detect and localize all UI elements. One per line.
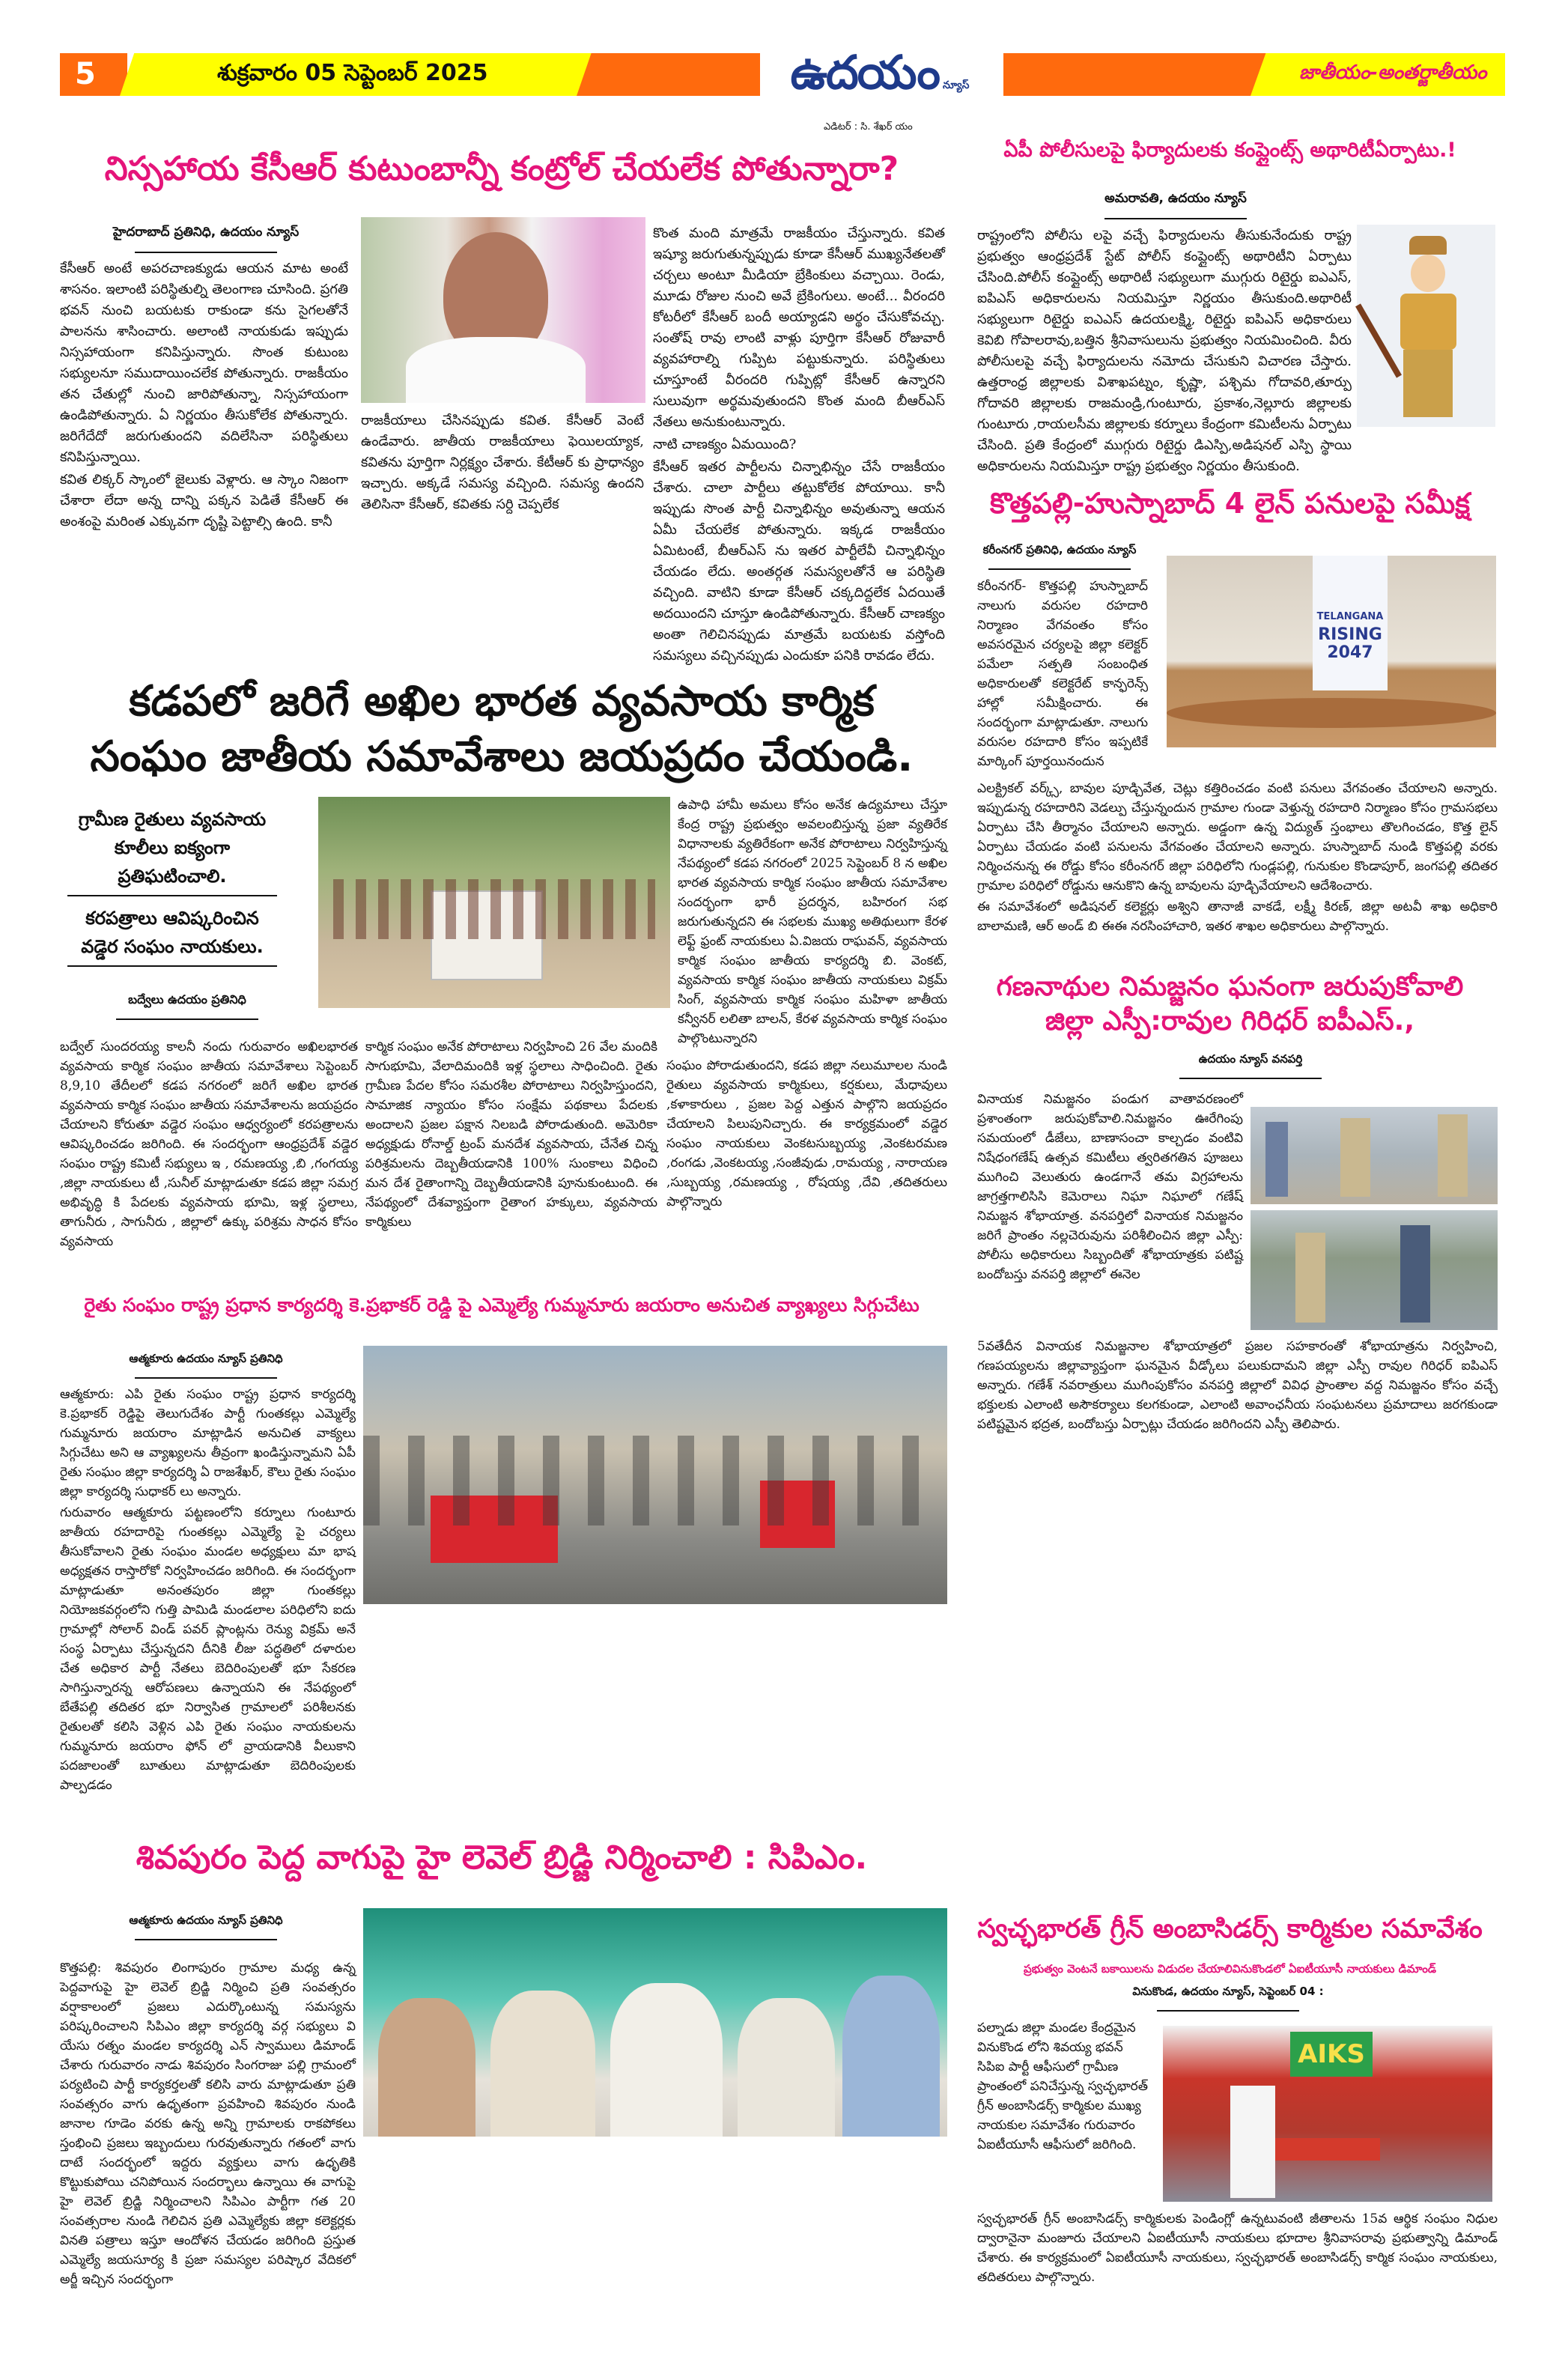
paragraph: ఆత్మకూరు: ఎపి రైతు సంఘం రాష్ట్ర ప్రధాన కార్యదర్శి కె.ప్రభాకర్ రెడ్డిపై తెలుగుదేశం పార్టీ గుంతకల్లు ఎమ్మెల్యే గుమ్మనూరు జయరాం మాట్లాడిన అనుచిత వాక్యలు సిగ్గుచేటు అని ఆ వ్యాఖ్యలను తీవ్రంగా ఖండిస్తున్నామని ఏపీ రైతు సంఘం జిల్లా కార్యదర్శి ఏ రాజశేఖర్, కౌలు రైతు సంఘం జిల్లా కార్యదర్శి సుధాకర్ లు అన్నారు. <box>60 1387 356 1499</box>
paragraph: కొంత మంది మాత్రమే రాజకీయం చేస్తున్నారు. కవిత ఇష్యూ జరుగుతున్నప్పుడు కూడా కేసీఆర్ ముఖ్యనేతలతో చర్చలు అంటూ మీడియా బ్రేకింకులు వచ్చాయి. రెండు, మూడు రోజుల నుంచి అవే బ్రేకింగులు. అంటే... వీరందరి కోటరీలో కేసీఆర్ బందీ అయ్యాడని అర్థం చేసుకోవచ్చు. సంతోష్ రావు లాంటి వాళ్లు పూర్తిగా కేసీఆర్ రోజువారీ వ్యవహారాల్ని గుప్పిట పట్టుకున్నారు. పరిస్థితులు చూస్తూంటే వీరందరి గుప్పిట్లో కేసీఆర్ ఉన్నారని సులువుగా అర్థమవుతుందని కొంత మంది బీఆర్ఎస్ నేతలు అనుకుంటున్నారు. <box>653 225 945 430</box>
kcr-byline: హైదరాబాద్ ప్రతినిధి, ఉదయం న్యూస్ <box>60 225 352 253</box>
kadapa-subhead-2: కరపత్రాలు ఆవిష్కరించిన వడ్డెర సంఘం నాయకులు. <box>67 904 277 967</box>
ganesh-byline: ఉదయం న్యూస్ వనపర్తి <box>1153 1052 1348 1079</box>
subheading: నాటి చాణక్యం ఏమయింది? <box>653 437 797 452</box>
kcr-photo <box>361 217 645 403</box>
raitu-headline: రైతు సంఘం రాష్ట్ర ప్రధాన కార్యదర్శి కె.ప్రభాకర్ రెడ్డి పై ఎమ్మెల్యే గుమ్మనూరు జయరాం అనుచిత వ్యాఖ్యలు సిగ్గుచేటు <box>84 1294 920 1316</box>
raitu-photo <box>363 1346 947 1604</box>
paragraph: వినాయక నిమజ్జనం పండుగ వాతావరణంలో ప్రశాంతంగా జరుపుకోవాలి.నిమజ్జనం ఊరేగింపు సమయంలో డీజేలు, బాణాసంచా కాల్చడం వంటివి నిషేధంగణేష్ ఉత్సవ కమిటీలు త్వరితగతిన పూజలు ముగించి వెలుతురు ఉండగానే తమ విగ్రహాలను జాగ్రత్తగాలిసిసి కెమెరాలు నిఘా నిఘాలో గణేష్ నిమజ్జన శోభాయాత్ర. వనపర్తిలో వినాయక నిమజ్జనం జరిగే ప్రాంతం నల్లచెరువును పరిశీలించిన జిల్లా ఎస్పీ: పోలీసు అధికారులు సిబ్బందితో శోభాయాత్రకు పటిష్ట బందోబస్తు వనపర్తి జిల్లాలో ఈనెల <box>977 1092 1243 1282</box>
ganesh-body <box>977 1337 1498 1436</box>
shivapuram-byline: ఆత్మకూరు ఉదయం న్యూస్ ప్రతినిధి <box>60 1913 352 1940</box>
kcr-col2 <box>361 410 644 517</box>
kadapa-subheads <box>67 805 277 967</box>
photo-text: RISING <box>1318 625 1382 644</box>
paragraph: ఈ సమావేశంలో అడిషనల్ కలెక్టర్లు అశ్విని తానాజీ వాకడే, లక్ష్మీ కిరణ్, జిల్లా అటవీ శాఖ అధికారి బాలామణి, ఆర్ అండ్ బి ఈఈ నరసింహాచారి, ఇతర శాఖల అధికారులు పాల్గొన్నారు. <box>977 899 1498 934</box>
masthead-logo <box>771 45 988 117</box>
paragraph: కరీంనగర్- కొత్తపల్లి హుస్నాబాద్ నాలుగు వరుసల రహదారి నిర్మాణం వేగవంతం కోసం అవసరమైన చర్యలపై జిల్లా కలెక్టర్ పమేలా సత్పతి సంబంధిత అధికారులతో కలెక్టరేట్ కాన్ఫరెన్స్ హాల్లో సమీక్షించారు. ఈ సందర్భంగా మాట్లాడుతూ. నాలుగు వరుసల రహదారి కోసం ఇప్పటికే మార్కింగ్ పూర్తయినందున <box>977 579 1148 769</box>
ganesh-headline <box>955 970 1505 1039</box>
swachh-photo <box>1163 2026 1492 2202</box>
police-cartoon <box>1357 225 1495 427</box>
shivapuram-headline: శివపురం పెద్ద వాగుపై హై లెవెల్ బ్రిడ్జి నిర్మించాలి : సిపిఎం. <box>136 1839 868 1877</box>
swachh-byline: వినుకొండ, ఉదయం న్యూస్, సెప్టెంబర్ 04 : <box>1116 1985 1340 2012</box>
paragraph: గురువారం ఆత్మకూరు పట్టణంలోని కర్నూలు గుంటూరు జాతీయ రహదారిపై గుంతకల్లు ఎమ్మెల్యే పై చర్యలు తీసుకోవాలని రైతు సంఘం మండల అధ్యక్షులు మా భాష అధ్యక్షతన రాస్తారోకో నిర్వహించడం జరిగింది. ఈ సందర్భంగా మాట్లాడుతూ అనంతపురం జిల్లా గుంతకల్లు నియోజకవర్గంలోని గుత్తి పామిడి మండలాల పరిధిలోని ఐదు గ్రామాల్లో సోలార్ విండ్ పవర్ ప్లాంట్లను రెన్యు విక్రమ్ అనే సంస్థ ఏర్పాటు చేస్తున్నదని దీనికి లీజు పద్ధతిలో దళారుల చేత అధికార పార్టీ నేతలు బెదిరింపులతో భూ సేకరణ సాగిస్తున్నారన్న ఆరోపణలు ఉన్నాయని ఈ నేపథ్యంలో బేతేపల్లి తదితర భూ నిర్వాసిత గ్రామాలలో పరిశీలనకు రైతులతో కలిసి వెళ్లిన ఎపి రైతు సంఘం నాయకులను గుమ్మనూరు జయరాం ఫోన్ లో వ్రాయడానికి వీలుకాని పదజాలంతో బూతులు మాట్లాడుతూ బెదిరింపులకు పాల్పడడం <box>60 1505 356 1793</box>
header-band-mid <box>577 53 760 96</box>
logo-sub: న్యూస్ <box>943 79 970 91</box>
page-number: 5 <box>75 57 96 91</box>
kcr-col1 <box>60 258 348 534</box>
paragraph: కేసీఆర్ ఇతర పార్టీలను చిన్నాభిన్నం చేసే రాజకీయం చేశారు. చాలా పార్టీలు తట్టుకోలేక పోయాయి. కానీ ఇప్పుడు సొంత పార్టీ చిన్నాభిన్నం అవుతున్నా ఆయన ఏమీ చేయలేక పోతున్నారు. ఇక్కడ రాజకీయం ఏమిటంటే, బీఆర్ఎస్ ను ఇతర పార్టీలేవీ చిన్నాభిన్నం చేయడం లేదు. అంతర్గత సమస్యలతోనే ఆ పరిస్థితి వచ్చింది. వాటిని కూడా కేసీఆర్ చక్కదిద్దలేక ఏదయితే అదయిందని చూస్తూ ఉండిపోతున్నారు. కేసీఆర్ చాణక్యం అంతా గెలిచినప్పుడు మాత్రమే బయటకు వస్తోంది సమస్యలు వచ్చినప్పుడు ఎందుకూ పనికి రావడం లేదు. <box>653 459 945 664</box>
paragraph: స్వచ్ఛభారత్ గ్రీన్ అంబాసిడర్స్ కార్మికులకు పెండింగ్లో ఉన్నటువంటి జీతాలను 15వ ఆర్థిక సంఘం నిధుల ద్వారానైనా మంజూరు చేయాలని ఏఐటీయూసీ నాయకులు భూదాల శ్రీనివాసరావు ప్రభుత్వాన్ని డిమాండ్ చేశారు. ఈ కార్యక్రమంలో ఏఐటీయూసీ నాయకులు, స్వచ్ఛభారత్ అంబాసిడర్స్ కార్మిక సంఘం నాయకులు, తదితరులు పాల్గొన్నారు. <box>977 2211 1498 2285</box>
paragraph: పల్నాడు జిల్లా మండల కేంద్రమైన వినుకొండ లోని శివయ్య భవన్ సిపిఐ పార్టీ ఆఫీసులో గ్రామీణ ప్రాంతంలో పనిచేస్తున్న స్వచ్ఛభారత్ గ్రీన్ అంబాసిడర్స్ కార్మికుల ముఖ్య నాయకుల సమావేశం గురువారం ఏఐటీయూసీ ఆఫీసులో జరిగింది. <box>977 2021 1148 2152</box>
photo-text: AIKS <box>1290 2032 1373 2077</box>
paragraph: సంఘం పోరాడుతుందని, కడప జిల్లా నలుమూలల నుండి రైతులు వ్యవసాయ కార్మికులు, కర్షకులు, మేధావులు ,కళాకారులు , ప్రజల పెద్ద ఎత్తున పాల్గొని జయప్రదం చేయాలని పిలుపునిచ్చారు. ఈ కార్యక్రమంలో వడ్డెర సంఘం నాయకులు వెంకటసుబ్బయ్య ,వెంకటరమణ ,రంగడు ,వెంకటయ్య ,సంజీవుడు ,రామయ్య , నారాయణ ,సుబ్బయ్య ,రమణయ్య , రోషయ్య ,దేవి ,తదితరులు పాల్గొన్నారు <box>666 1058 947 1209</box>
shivapuram-photo <box>363 1908 947 2137</box>
ganesh-photo-1 <box>1251 1107 1498 1204</box>
section-name: జాతీయం-అంతర్జాతీయం <box>1299 61 1487 84</box>
paragraph: కార్మిక సంఘం అనేక పోరాటాలు నిర్వహించి 26 వేల మందికి సాగుభూమి, వేలాదిమందికి ఇళ్ల స్థలాలు సాధించింది. రైతు గ్రామీణ పేదల కోసం సమరశీల పోరాటాలు నిర్వహిస్తుందని, సామాజిక న్యాయం కోసం సంక్షేమ పథకాలు పేదలకు అందాలని ప్రజల పక్షాన నిలబడి పోరాడుతుంది. అమెరికా అధ్యక్షుడు రోనాల్డ్ ట్రంప్ మనదేశ వ్యవసాయ, చేనేత చిన్న పరిశ్రమలను దెబ్బతీయడానికి 100% సుంకాలు విధించి మన దేశ రైతాంగాన్ని దెబ్బతీయడానికి పూనుకుంటుంది. ఈ నేపథ్యంలో దేశవ్యాప్తంగా రైతాంగ హక్కులు, వ్యవసాయ కార్మికులు <box>365 1039 657 1230</box>
kothapalli-body <box>977 779 1498 938</box>
photo-text: 2047 <box>1327 643 1373 662</box>
ganesh-headline-line1: గణనాథుల నిమజ్జనం ఘనంగా జరుపుకోవాలి <box>996 971 1464 1002</box>
raitu-byline: ఆత్మకూరు ఉదయం న్యూస్ ప్రతినిధి <box>60 1352 352 1379</box>
police-headline: ఏపీ పోలీసులపై ఫిర్యాదులకు కంప్లైంట్స్ అథారిటీఏర్పాటు.! <box>1003 139 1456 162</box>
kadapa-headline <box>60 674 943 785</box>
paragraph: రాజకీయాలు చేసినప్పుడు కవిత. కేసీఆర్ వెంటే ఉండేవారు. జాతీయ రాజకీయాలు ఫెయిలయ్యాక, కవితను పూర్తిగా నిర్లక్ష్యం చేశారు. కేటీఆర్ కు ప్రాధాన్యం ఇచ్చారు. అక్కడే సమస్య వచ్చింది. సమస్య ఉందని తెలిసినా కేసీఆర్, కవితకు సర్ది చెప్పలేక <box>361 413 644 512</box>
kadapa-col3 <box>666 1056 947 1213</box>
police-body <box>977 225 1352 479</box>
kadapa-right-col <box>678 795 947 1050</box>
paragraph: కేసీఆర్ అంటే అపరచాణక్యుడు ఆయన మాట అంటే శాసనం. ఇలాంటి పరిస్థితుల్ని తెలంగాణ చూసింది. ప్రగతి భవన్ నుంచి బయటకు రాకుండా కను సైగలతోనే పాలనను శాసించారు. అలాంటి నాయకుడు ఇప్పుడు నిస్సహాయంగా కనిపిస్తున్నారు. సొంత కుటుంబ సభ్యులనూ సముదాయించలేక పోతున్నారు. రాజకీయం తన చేతుల్లో నుంచి జారిపోతున్నా, నిస్సహాయంగా ఉండిపోతున్నారు. ఏ నిర్ణయం తీసుకోలేక పోతున్నారు. జరిగేదేదో జరుగుతుందని వదిలేసినా పరిస్థితులు కనిపిస్తున్నాయి. <box>60 261 348 465</box>
kadapa-subhead-1: గ్రామీణ రైతులు వ్యవసాయ కూలీలు ఐక్యంగా ప్రతిఘటించాలి. <box>67 805 277 896</box>
issue-date: శుక్రవారం 05 సెప్టెంబర్ 2025 <box>217 60 488 86</box>
police-byline: అమరావతి, ఉదయం న్యూస్ <box>1078 191 1273 219</box>
paragraph: కొత్తపల్లి: శివపురం లింగాపురం గ్రామాల మధ్య ఉన్న పెద్దవాగుపై హై లెవెల్ బ్రిడ్జి నిర్మించి ప్రతి సంవత్సరం వర్షాకాలంలో ప్రజలు ఎదుర్కొంటున్న సమస్యను పరిష్కరించాలని సిపిఎం జిల్లా కార్యదర్శి వర్గ సభ్యులు వి యేసు రత్నం మండల కార్యదర్శి ఎన్ స్వాములు డిమాండ్ చేశారు గురువారం నాడు శివపురం సింగరాజు పల్లి గ్రామంలో పర్యటించి పార్టీ కార్యకర్తలతో కలిసి వారు మాట్లాడుతూ ప్రతి సంవత్సరం వాగు ఉధృతంగా ప్రవహించి శివపురం నుండి జానాల గూడెం వరకు ఉన్న అన్ని గ్రామాలకు రాకపోకలు స్తంభించి ప్రజలు ఇబ్బందులు గురవుతున్నారు గతంలో వాగు దాటే సందర్భంలో ఇద్దరు వ్యక్తులు వాగు ఉధృతికి కొట్టుకుపోయి చనిపోయిన సందర్భాలు ఉన్నాయి ఈ వాగుపై హై లెవెల్ బ్రిడ్జి నిర్మించాలని సిపిఎం పార్టీగా గత 20 సంవత్సరాల నుండి గెలిచిన ప్రతి ఎమ్మెల్యేకు జిల్లా కలెక్టర్లకు వినతి పత్రాలు ఇస్తూ ఆందోళన చేయడం జరిగింది ప్రస్తుత ఎమ్మెల్యే జయసూర్య కి ప్రజా సమస్యల పరిష్కార వేదికలో అర్జీ ఇచ్చిన సందర్భంగా <box>60 1961 356 2287</box>
paragraph: ఎలక్ట్రికల్ వర్క్స్, బావుల పూడ్చివేత, చెట్లు కత్తిరించడం వంటి పనులు వేగవంతం చేయాలని అన్నారు. ఇప్పుడున్న రహదారిని వెడల్పు చేస్తున్నందున గ్రామాల గుండా వెళ్తున్న రహదారి నిర్మాణం కోసం గ్రామసభలు ఏర్పాటు చేసి తీర్మానం చేయాలని అన్నారు. అడ్డంగా ఉన్న విద్యుత్ స్తంభాలు తొలగించడం, కొత్త లైన్ ఏర్పాటు చేయడం వంటి పనులను వేగవంతం చేయాలని అన్నారు. హుస్నాబాద్ నుండి కొత్తపల్లి వరకు నిర్మించనున్న ఈ రోడ్డు కోసం కరీంనగర్ జిల్లా పరిధిలోని గుండ్లపల్లి, గునుకుల కొండాపూర్, జంగపల్లి తదితర గ్రామాల పరిధిలో రోడ్డును ఆనుకొని ఉన్న బావులను పూడ్చివేయాలని ఆదేశించారు. <box>977 781 1498 893</box>
paragraph: కవిత లిక్కర్ స్కాంలో జైలుకు వెళ్లారు. ఆ స్కాం నిజంగా చేశారా లేదా అన్న దాన్ని పక్కన పెడితే కేసీఆర్ ఈ అంశంపై మరింత ఎక్కువగా దృష్టి పెట్టాల్సి ఉంది. కానీ <box>60 472 348 529</box>
kcr-headline: నిస్సహాయ కేసీఆర్ కుటుంబాన్నీ కంట్రోల్ చేయలేక పోతున్నారా? <box>104 150 899 188</box>
kadapa-col1 <box>60 1037 358 1253</box>
kadapa-col2 <box>365 1037 657 1233</box>
paragraph: ఉపాధి హామీ అమలు కోసం అనేక ఉద్యమాలు చేస్తూ కేంద్ర రాష్ట్ర ప్రభుత్వం అవలంబిస్తున్న ప్రజా వ్యతిరేక విధానాలకు వ్యతిరేకంగా అనేక పోరాటాలు నిర్వహిస్తున్న నేపథ్యంలో కడప నగరంలో 2025 సెప్టెంబర్ 8 న అఖిల భారత వ్యవసాయ కార్మిక సంఘం జాతీయ సమావేశాల సందర్భంగా భారీ ప్రదర్శన, బహిరంగ సభ జరుగుతున్నదని ఈ సభలకు ముఖ్య అతిథులుగా కేరళ లెఫ్ట్ ఫ్రంట్ నాయకులు ఏ.విజయ రాఘవన్, వ్యవసాయ కార్మిక సంఘం జాతీయ కార్యదర్శి బి. వెంకట్, వ్యవసాయ కార్మిక సంఘం జాతీయ నాయకులు విక్రమ్ సింగ్, వ్యవసాయ కార్మిక సంఘం మహిళా జాతీయ కన్వీనర్ లలితా బాలన్, కేరళ వ్యవసాయ కార్మిక సంఘం పాల్గొంటున్నారని <box>678 798 947 1046</box>
kothapalli-headline: కొత్తపల్లి-హుస్నాబాద్ 4 లైన్ పనులపై సమీక్ష <box>989 487 1471 520</box>
kcr-col3 <box>653 223 945 668</box>
ganesh-col <box>977 1090 1243 1286</box>
swachh-col <box>977 2018 1149 2156</box>
kadapa-headline-line1: కడపలో జరిగే అఖిల భారత వ్యవసాయ కార్మిక <box>129 677 875 726</box>
editor-line: ఎడిటర్ : సి. శేఖర్ యం <box>824 121 913 133</box>
kadapa-photo <box>318 797 670 1008</box>
ganesh-headline-line2: జిల్లా ఎస్పీ:రావుల గిరిధర్ ఐపీఎస్., <box>1045 1006 1415 1036</box>
kothapalli-col <box>977 577 1148 773</box>
kothapalli-byline: కరీంనగర్ ప్రతినిధి, ఉదయం న్యూస్ <box>973 543 1146 570</box>
shivapuram-col1 <box>60 1958 356 2291</box>
ganesh-photo-2 <box>1251 1210 1498 1330</box>
kadapa-headline-line2: సంఘం జాతీయ సమావేశాలు జయప్రదం చేయండి. <box>90 732 914 781</box>
kothapalli-photo <box>1167 556 1496 747</box>
swachh-body <box>977 2209 1498 2289</box>
paragraph: 5వతేదీన వినాయక నిమజ్జనాల శోభాయాత్రలో ప్రజల సహకారంతో శోభాయాత్రను నిర్వహించి, గణపయ్యలను జిల్లావ్యాప్తంగా ఘనమైన వీడ్కోలు పలుకుదామని జిల్లా ఎస్పీ రావుల గిరిధర్ ఐపిఎస్ అన్నారు. గణేశ్ నవరాత్రులు ముగింపుకోసం వనపర్తి జిల్లాలో వివిధ ప్రాంతాల వద్ద నిమజ్జనం కోసం వచ్చే భక్తులకు ఎలాంటి అసౌకర్యాలు కలగకుండా, ఎలాంటి అవాంఛనీయ సంఘటనలు ప్రమాదాలు జరగకుండా పటిష్టమైన భద్రత, బందోబస్తు ఏర్పాట్లు చేయడం జరిగిందని ఎస్పీ తెలిపారు. <box>977 1339 1498 1432</box>
raitu-col1 <box>60 1385 356 1797</box>
swachh-subhead: ప్రభుత్వం వెంటనే బకాయిలను విడుదల చేయాలివినుకొండలో ఏఐటీయూసీ నాయకులు డిమాండ్ <box>1024 1962 1436 1976</box>
swachh-headline: స్వచ్ఛభారత్ గ్రీన్ అంబాసిడర్స్ కార్మికుల సమావేశం <box>977 1914 1483 1944</box>
paragraph: బద్వేల్ సుందరయ్య కాలనీ నందు గురువారం అఖిలభారత వ్యవసాయ కార్మిక సంఘం జాతీయ సమావేశాలు సెప్టెంబర్ 8,9,10 తేదీలలో కడప నగరంలో జరిగే అఖిల భారత వ్యవసాయ కార్మిక సంఘం జాతీయ సమావేశాలను జయప్రదం చేయాలని కోరుతూ వడ్డెర సంఘం ఆధ్వర్యంలో కరపత్రాలను ఆవిష్కరించడం జరిగింది. ఈ సందర్భంగా ఆంధ్రప్రదేశ్ వడ్డెర సంఘం రాష్ట్ర కమిటీ సభ్యులు ఇ , రమణయ్య ,బి ,గంగయ్య ,జిల్లా నాయకులు టీ ,సునీల్ మాట్లాడుతూ కడప జిల్లా సమగ్ర అభివృద్ధి కి పేదలకు వ్యవసాయ భూమి, ఇళ్ల స్థలాలు, తాగునీరు , సాగునీరు , జిల్లాలో ఉక్కు పరిశ్రమ సాధన కోసం వ్యవసాయ <box>60 1039 358 1249</box>
paragraph: రాష్ట్రంలోని పోలీసు లపై వచ్చే ఫిర్యాదులను తీసుకునేందుకు రాష్ట్ర ప్రభుత్వం ఆంధ్రప్రదేశ్ స్టేట్ పోలీస్ కంప్లైంట్స్ అథారిటీని ఏర్పాటు చేసింది.పోలీస్ కంప్లైంట్స్ అథారిటీ సభ్యులుగా ముగ్గురు రిటైర్డు ఐఎఎస్, ఐపిఎస్ అధికారులను నియమిస్తూ నిర్ణయం తీసుకుంది.అథారిటీ సభ్యులుగా రిటైర్డు ఐఎఎస్ ఉదయలక్ష్మి, రిటైర్డు ఐపిఎస్ అధికారులు కెవిబి గోపాలరావు,బత్తిన శ్రీనివాసులును ప్రభుత్వం నియమించింది. వీరు పోలీసులపై వచ్చే ఫిర్యాదులను నమోదు చేసుకుని విచారణ చేస్తారు. ఉత్తరాంధ్ర జిల్లాలకు విశాఖపట్నం, కృష్ణా, పశ్చిమ గోదావరి,తూర్పు గోదావరి జిల్లాలకు రాజమండ్రి,గుంటూరు, ప్రకాశం,నెల్లూరు జిల్లాలకు గుంటూరు ,రాయలసీమ జిల్లాలకు కర్నూలు కేంద్రంగా కమిటీలను ఏర్పాటు చేసింది. ప్రతి కేంద్రంలో ముగ్గురు రిటైర్డు డిఎస్పి,అడిషనల్ ఎస్పి స్థాయి అధికారులను నియమిస్తూ రాష్ట్ర ప్రభుత్వం నిర్ణయం తీసుకుంది. <box>977 228 1352 474</box>
header-band-right <box>1003 53 1280 96</box>
logo-text: ఉదయం <box>790 45 939 100</box>
photo-text: TELANGANA <box>1316 611 1384 622</box>
kadapa-byline: బద్వేలు ఉదయం ప్రతినిధి <box>75 992 300 1020</box>
